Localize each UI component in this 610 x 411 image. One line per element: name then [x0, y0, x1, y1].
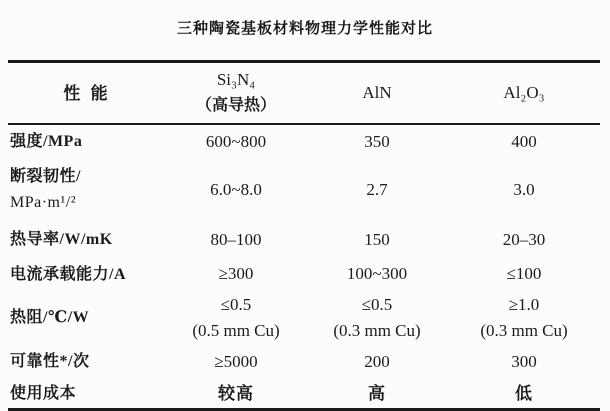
- col-header-aln: AlN: [362, 83, 392, 102]
- row-label: 使用成本: [10, 385, 77, 402]
- cell-value: 100~300: [346, 264, 408, 283]
- row-label: 热导率/W/mK: [10, 231, 113, 248]
- table-row-fracture-toughness: [8, 158, 600, 222]
- table-row-reliability: [8, 344, 600, 379]
- cell-value-line2: (0.3 mm Cu): [480, 320, 568, 340]
- cell-value: 350: [364, 131, 390, 151]
- cell-value-line1: ≤0.5: [361, 294, 393, 314]
- table-row-thermal-resistance: [8, 291, 600, 344]
- cell-value: 600~800: [205, 131, 267, 151]
- cell-value: 80–100: [210, 229, 262, 249]
- cell-value-line1: ≤0.5: [220, 294, 252, 314]
- col-header-si3n4: [166, 67, 306, 119]
- cell-value: [448, 292, 600, 344]
- row-label: 强度/MPa: [10, 133, 83, 150]
- col-header-property: 性 能: [63, 83, 111, 103]
- cell-value: [166, 292, 306, 344]
- cell-value: 低: [515, 383, 533, 403]
- col-header-al2o3: Al₂O₃: [503, 83, 545, 102]
- cell-value: 高: [368, 383, 386, 403]
- header-row: [8, 63, 600, 125]
- cell-value: 2.7: [366, 180, 388, 199]
- row-label: 热阻/℃/W: [10, 309, 90, 326]
- cell-value-line2: (0.3 mm Cu): [333, 320, 421, 340]
- cell-value: 较高: [218, 383, 254, 403]
- cell-value: ≥5000: [214, 351, 258, 371]
- cell-value: ≤100: [506, 264, 542, 283]
- table-row-current-capacity: [8, 257, 600, 291]
- table-row-thermal-conductivity: [8, 222, 600, 257]
- si3n4-formula: Si₃N₄: [216, 70, 256, 89]
- table-row-cost: [8, 379, 600, 408]
- row-label-line2: MPa·m¹/²: [10, 194, 77, 211]
- si3n4-note: （高导热）: [195, 97, 276, 114]
- cell-value: 150: [364, 229, 390, 249]
- table-row-strength: [8, 125, 600, 158]
- cell-value: 300: [511, 351, 537, 371]
- row-label: 电流承载能力/A: [10, 265, 127, 283]
- cell-value: ≥300: [218, 264, 254, 283]
- cell-value: 20–30: [502, 229, 546, 249]
- table-title: 三种陶瓷基板材料物理力学性能对比: [176, 19, 433, 37]
- cell-value-line1: ≥1.0: [508, 294, 540, 314]
- cell-value-line2: (0.5 mm Cu): [192, 320, 280, 340]
- cell-value: 200: [364, 351, 390, 371]
- cell-value: 6.0~8.0: [210, 180, 262, 199]
- cell-value: 3.0: [513, 180, 535, 199]
- row-label: [8, 164, 166, 216]
- row-label-line1: 断裂韧性/: [10, 168, 81, 185]
- cell-value: [306, 292, 448, 344]
- row-label: 可靠性*/次: [10, 353, 90, 370]
- comparison-table: [8, 60, 600, 411]
- cell-value: 400: [511, 131, 537, 151]
